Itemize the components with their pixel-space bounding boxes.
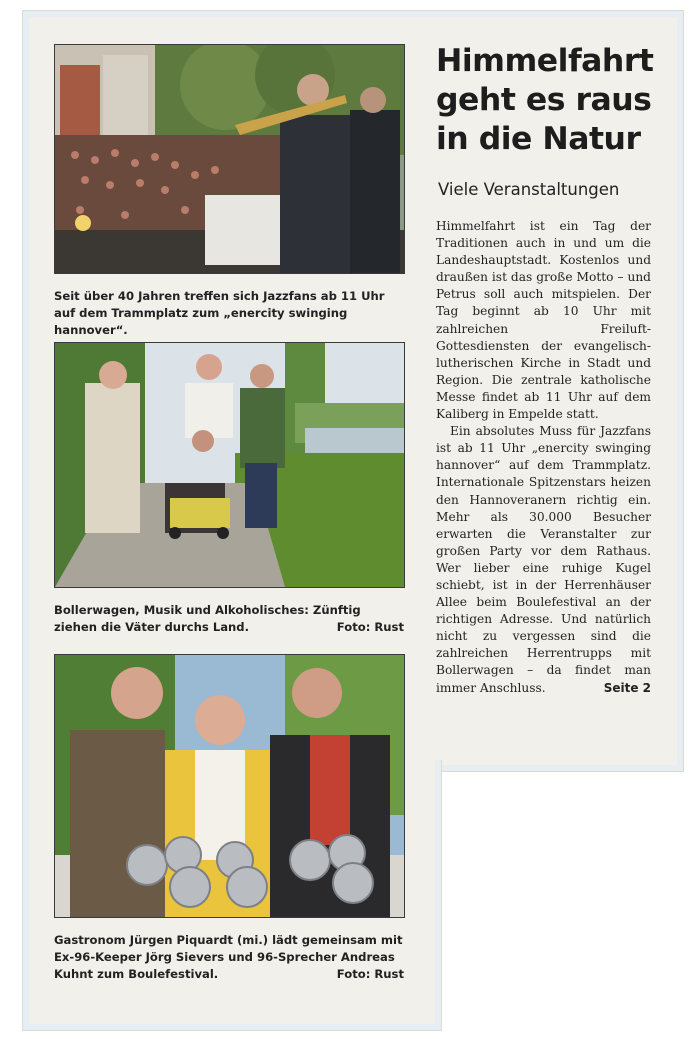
caption-jazz-concert — [54, 288, 404, 339]
caption-text: Gastronom Jürgen Piquardt (mi.) lädt gemeinsam mit Ex-96-Keeper Jörg Sievers und 96-Sprecher Andreas Kuhnt zum Boulefestival. — [54, 933, 403, 981]
photo-jazz-concert — [54, 44, 405, 274]
photo-boulefestival — [54, 654, 405, 918]
caption-text: Bollerwagen, Musik und Alkoholisches: Zünftig ziehen die Väter durchs Land. — [54, 603, 361, 634]
photo-credit: Foto: Rust — [336, 620, 404, 634]
article-body — [436, 218, 651, 697]
article-paragraph — [436, 423, 651, 697]
article-subhead: Viele Veranstaltungen — [438, 180, 620, 199]
article-headline: Himmelfahrt geht es raus in die Natur — [436, 43, 654, 157]
page-reference: Seite 2 — [603, 680, 651, 695]
caption-text: Seit über 40 Jahren treffen sich Jazzfans ab 11 Uhr auf dem Trammplatz zum „enercity swinging hannover“. — [54, 289, 385, 337]
photo-bollerwagen — [54, 342, 405, 588]
article-paragraph-text: Ein absolutes Muss für Jazzfans ist ab 11 Uhr „enercity swinging hannover“ auf dem Trammplatz. Internationale Spitzenstars heizen den Hannoveranern richtig ein. Mehr als 30.000 Besucher erwarten die Veranstalter zur großen Party vor dem Rathaus. Wer lieber eine ruhige Kugel schiebt, ist in der Herrenhäuser Allee beim Boulefestival an der richtigen Adresse. Und natürlich nicht zu vergessen sind die zahlreichen Herrentrupps mit Bollerwagen – da findet man immer Anschluss. — [436, 424, 651, 695]
photo-credit: Foto: Rust — [336, 967, 404, 981]
caption-boulefestival — [54, 932, 404, 983]
article-paragraph: Himmelfahrt ist ein Tag der Traditionen auch in und um die Landeshauptstadt. Kostenlos und draußen ist das große Motto – und Petrus soll auch mitspielen. Der Tag beginnt ab 10 Uhr mit zahlreichen Freiluft-Gottesdiensten der evangelisch-lutherischen Kirche in Stadt und Region. Die zentrale katholische Messe findet ab 11 Uhr auf dem Kaliberg in Empelde statt. — [436, 219, 651, 422]
caption-bollerwagen — [54, 602, 404, 636]
